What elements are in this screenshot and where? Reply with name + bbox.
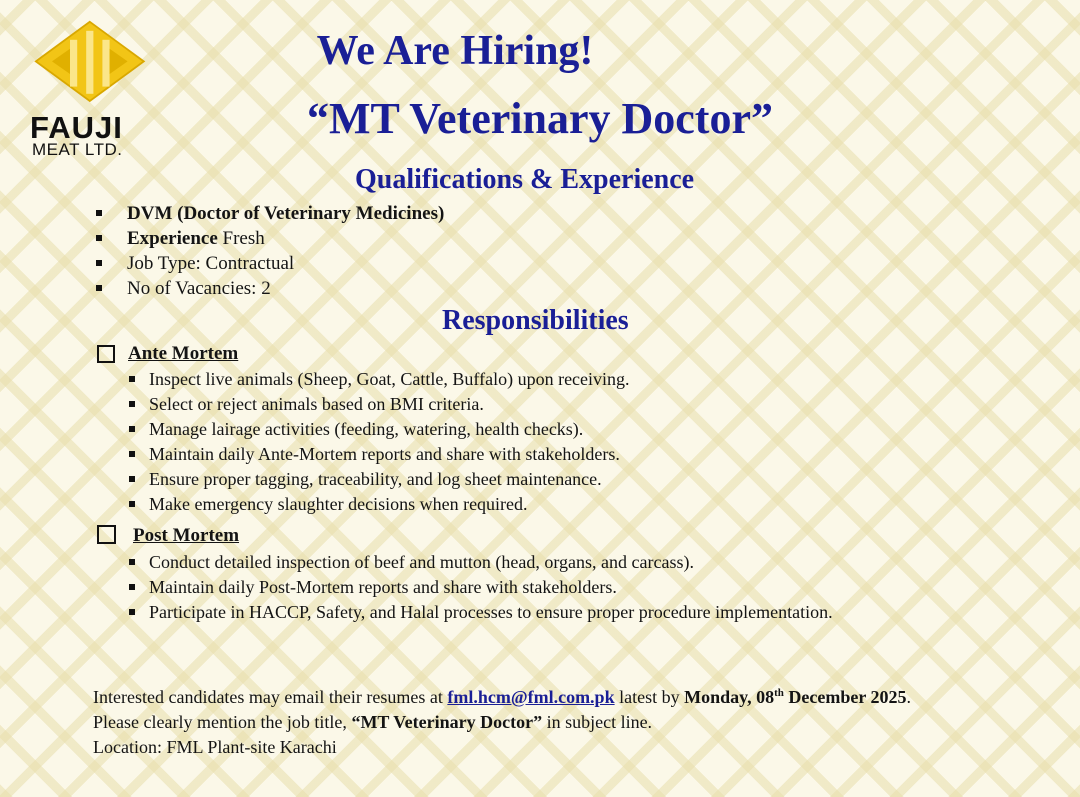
ante-mortem-list <box>129 367 630 517</box>
email-link[interactable]: fml.hcm@fml.com.pk <box>447 687 615 707</box>
responsibilities-heading: Responsibilities <box>442 305 629 336</box>
list-item: No of Vacancies: 2 <box>96 276 444 301</box>
list-item: Job Type: Contractual <box>96 251 444 276</box>
list-item: Inspect live animals (Sheep, Goat, Cattle, Buffalo) upon receiving. <box>129 367 630 392</box>
list-item: Participate in HACCP, Safety, and Halal processes to ensure proper procedure implementation. <box>129 600 833 625</box>
list-item: Make emergency slaughter decisions when required. <box>129 492 630 517</box>
list-item: Select or reject animals based on BMI criteria. <box>129 392 630 417</box>
deadline: Monday, 08th December 2025 <box>684 687 907 707</box>
post-mortem-list <box>129 550 833 625</box>
list-item: Conduct detailed inspection of beef and mutton (head, organs, and carcass). <box>129 550 833 575</box>
list-item: Maintain daily Ante-Mortem reports and share with stakeholders. <box>129 442 630 467</box>
qualifications-heading: Qualifications & Experience <box>355 164 695 195</box>
list-item: Experience Fresh <box>96 226 444 251</box>
qualifications-list <box>96 201 444 301</box>
logo-company-suffix: MEAT LTD. <box>32 140 123 159</box>
position-title: “MT Veterinary Doctor” <box>307 94 773 143</box>
list-item: Ensure proper tagging, traceability, and log sheet maintenance. <box>129 467 630 492</box>
checkbox-icon <box>97 345 115 363</box>
ante-mortem-title: Ante Mortem <box>128 343 239 364</box>
checkbox-icon <box>97 525 116 544</box>
list-item: Manage lairage activities (feeding, watering, health checks). <box>129 417 630 442</box>
list-item: Maintain daily Post-Mortem reports and share with stakeholders. <box>129 575 833 600</box>
location: Location: FML Plant-site Karachi <box>93 737 337 757</box>
apply-instructions: Interested candidates may email their resumes at fml.hcm@fml.com.pk latest by Monday, 08th December 2025. <box>93 687 912 707</box>
list-item: DVM (Doctor of Veterinary Medicines) <box>96 201 444 226</box>
hiring-title: We Are Hiring! <box>316 28 594 74</box>
logo-company-name: FAUJI <box>30 110 123 145</box>
post-mortem-title: Post Mortem <box>133 525 240 546</box>
subject-instructions: Please clearly mention the job title, “MT Veterinary Doctor” in subject line. <box>93 712 653 732</box>
